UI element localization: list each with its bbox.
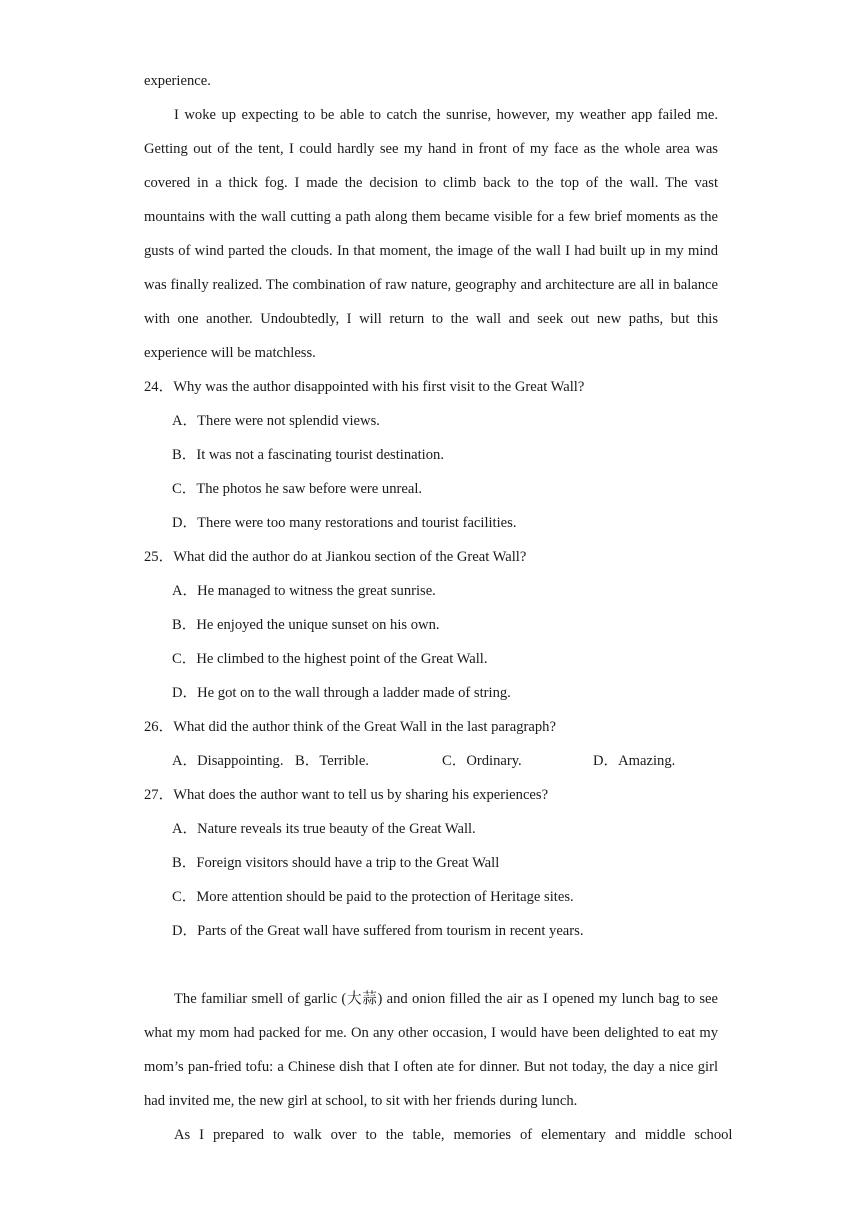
option-a: A．There were not splendid views. — [172, 413, 380, 429]
passage-paragraph: The familiar smell of garlic (大蒜) and onion filled the air as I opened my lunch bag to see what my mom had packed for me. On any other occasion, I would have been delighted to eat my mom’s pan-fried tofu: a Chinese dish that I often ate for dinner. But not today, the day a nice girl had invited me, the new girl at school, to sit with her friends during lunch. — [144, 991, 718, 1109]
option-a: A．He managed to witness the great sunrise. — [172, 583, 436, 599]
option-a: A．Disappointing. — [172, 753, 284, 769]
option-d: D．Amazing. — [593, 753, 676, 769]
passage-paragraph-start: As I prepared to walk over to the table, memories of elementary and middle school — [174, 1127, 733, 1143]
option-c: C．The photos he saw before were unreal. — [172, 481, 423, 497]
option-b: B．He enjoyed the unique sunset on his own. — [172, 617, 440, 633]
question-stem: 25．What did the author do at Jiankou section of the Great Wall? — [144, 549, 527, 565]
question-24 — [144, 370, 718, 540]
question-stem: 24．Why was the author disappointed with his first visit to the Great Wall? — [144, 379, 585, 395]
option-b: B．Foreign visitors should have a trip to the Great Wall — [172, 855, 500, 871]
passage-paragraph: I woke up expecting to be able to catch the sunrise, however, my weather app failed me. Getting out of the tent, I could hardly see my hand in front of my face as the whole area was covered in a thick fog. I made the decision to climb back to the top of the wall. The vast mountains with the wall cutting a path along them became visible for a few brief moments as the gusts of wind parted the clouds. In that moment, the image of the wall I had built up in my mind was finally realized. The combination of raw nature, geography and architecture are all in balance with one another. Undoubtedly, I will return to the wall and seek out new paths, but this experience will be matchless. — [144, 107, 718, 361]
question-27 — [144, 778, 718, 948]
section-spacer — [144, 948, 718, 982]
option-d: D．He got on to the wall through a ladder made of string. — [172, 685, 511, 701]
option-a: A．Nature reveals its true beauty of the Great Wall. — [172, 821, 476, 837]
option-c: C．He climbed to the highest point of the Great Wall. — [172, 651, 488, 667]
page-content — [144, 64, 733, 1152]
question-stem: 26．What did the author think of the Great Wall in the last paragraph? — [144, 719, 556, 735]
option-b: B．Terrible. — [295, 753, 369, 769]
option-d: D．There were too many restorations and tourist facilities. — [172, 515, 517, 531]
question-25 — [144, 540, 718, 710]
inline-options — [144, 744, 718, 778]
passage-continuation-line: experience. — [144, 73, 211, 89]
option-c: C．More attention should be paid to the protection of Heritage sites. — [172, 889, 574, 905]
option-b: B．It was not a fascinating tourist destination. — [172, 447, 444, 463]
option-d: D．Parts of the Great wall have suffered from tourism in recent years. — [172, 923, 584, 939]
question-26 — [144, 710, 718, 778]
question-stem: 27．What does the author want to tell us by sharing his experiences? — [144, 787, 549, 803]
option-c: C．Ordinary. — [442, 753, 522, 769]
